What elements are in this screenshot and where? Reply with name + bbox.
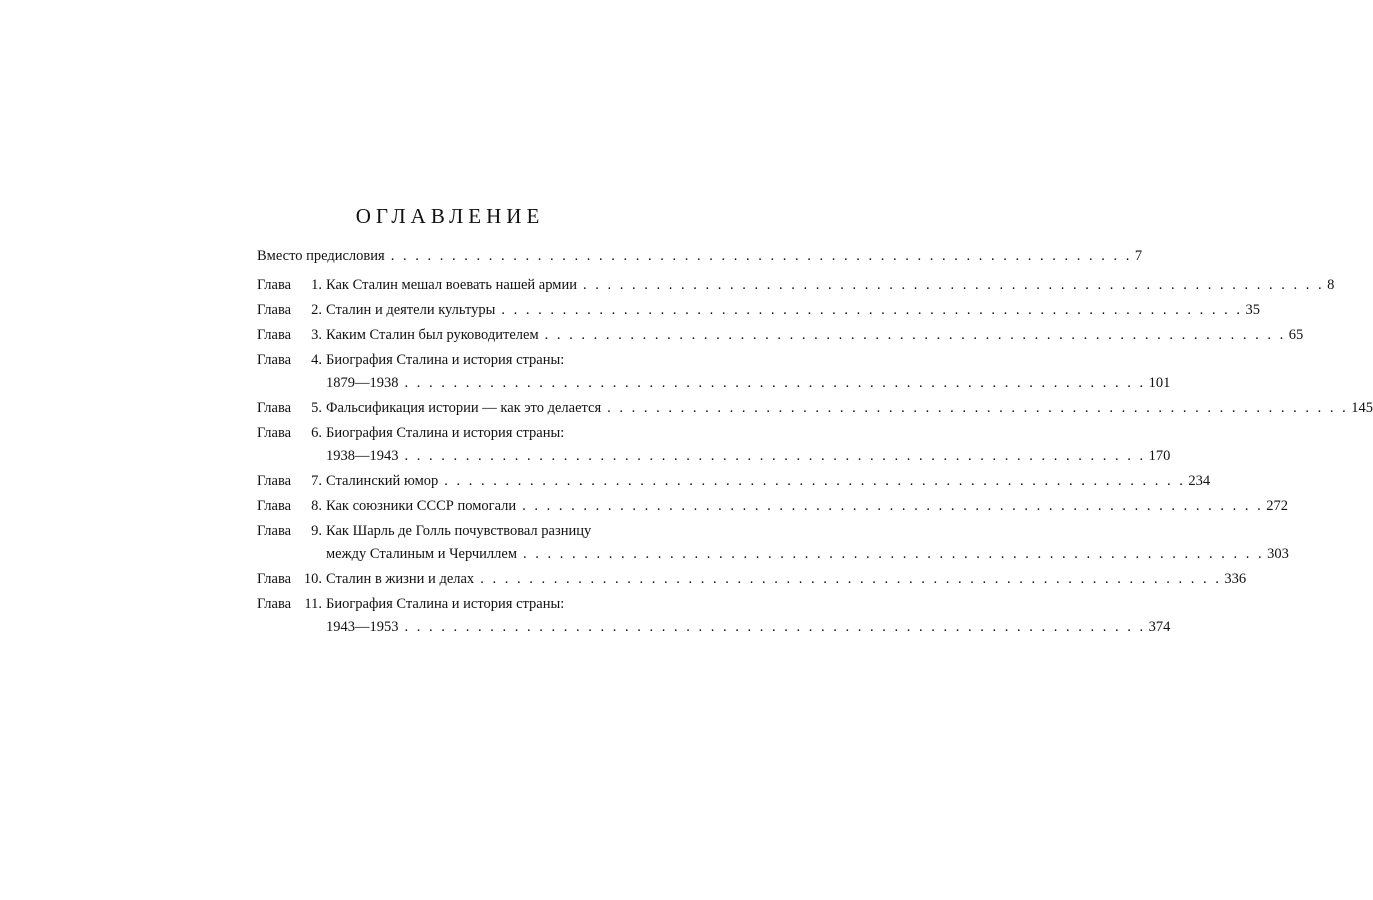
chapter-number: 11.: [304, 596, 322, 612]
entry-line: [326, 349, 654, 372]
toc-entry: [257, 274, 1335, 297]
entry-line: [326, 593, 654, 616]
page-number: 8: [1327, 277, 1335, 293]
entry-line: [326, 495, 1289, 518]
entry-body: [326, 568, 1247, 591]
chapter-prefix: [257, 274, 326, 297]
dot-leader: . . . . . . . . . . . . . . . . . . . . . . . . . . . . . . . . . . . . . . . . . . . . . . . . . . . . . . . . . . . . .: [404, 619, 1146, 635]
entry-line: [326, 568, 1247, 591]
page-number: 170: [1148, 448, 1171, 464]
entry-title: Каким Сталин был руководителем: [326, 327, 539, 343]
entry-line: [326, 299, 1260, 322]
page-number: 303: [1267, 546, 1289, 562]
entry-body: [326, 349, 1171, 395]
toc-title: ОГЛАВЛЕНИЕ: [355, 204, 545, 228]
page-number: 336: [1224, 571, 1247, 587]
entry-title: Как союзники СССР помогали: [326, 498, 517, 514]
entry-line: [326, 543, 1289, 566]
page-number: 65: [1288, 327, 1304, 343]
chapter-prefix: [257, 520, 326, 566]
entry-line: [326, 324, 1304, 347]
chapter-number: 5.: [311, 400, 322, 416]
entry-body: [326, 470, 1211, 493]
entry-body: [326, 593, 1171, 639]
entry-body: [326, 324, 1304, 347]
dot-leader: . . . . . . . . . . . . . . . . . . . . . . . . . . . . . . . . . . . . . . . . . . . . . . . . . . . . . . . . . . . . .: [390, 248, 1132, 264]
dot-leader: . . . . . . . . . . . . . . . . . . . . . . . . . . . . . . . . . . . . . . . . . . . . . . . . . . . . . . . . . . . . .: [480, 571, 1222, 587]
chapter-number: 4.: [311, 352, 322, 368]
chapter-word: Глава: [257, 571, 292, 587]
entry-title: Сталин и деятели культуры: [326, 302, 496, 318]
entry-body: [326, 274, 1335, 297]
entry-line: [257, 245, 1143, 268]
entry-line: [326, 470, 1211, 493]
page-number: 272: [1266, 498, 1289, 514]
chapter-prefix: [257, 593, 326, 639]
dot-leader: . . . . . . . . . . . . . . . . . . . . . . . . . . . . . . . . . . . . . . . . . . . . . . . . . . . . . . . . . . . . .: [404, 375, 1146, 391]
toc-entry: [257, 495, 1289, 518]
dot-leader: . . . . . . . . . . . . . . . . . . . . . . . . . . . . . . . . . . . . . . . . . . . . . . . . . . . . . . . . . . . . .: [523, 546, 1265, 562]
chapter-number: 3.: [311, 327, 322, 343]
entry-title: Фальсификация истории — как это делается: [326, 400, 602, 416]
entry-line: [326, 274, 1335, 297]
chapter-word: Глава: [257, 596, 292, 612]
dot-leader: . . . . . . . . . . . . . . . . . . . . . . . . . . . . . . . . . . . . . . . . . . . . . . . . . . . . . . . . . . . . .: [501, 302, 1243, 318]
chapter-word: Глава: [257, 425, 292, 441]
page-number: 374: [1148, 619, 1171, 635]
page-number: 101: [1148, 375, 1171, 391]
toc-entry: [257, 324, 1304, 347]
entry-body: [326, 299, 1260, 322]
chapter-word: Глава: [257, 473, 292, 489]
toc-entry: [257, 470, 1211, 493]
dot-leader: . . . . . . . . . . . . . . . . . . . . . . . . . . . . . . . . . . . . . . . . . . . . . . . . . . . . . . . . . . . . .: [444, 473, 1186, 489]
chapter-prefix: [257, 422, 326, 468]
entry-title: Вместо предисловия: [257, 248, 385, 264]
entry-line: [326, 445, 1171, 468]
entry-body: [257, 245, 1143, 268]
chapter-prefix: [257, 299, 326, 322]
entry-line: [326, 520, 654, 543]
chapter-number: 6.: [311, 425, 322, 441]
entry-body: [326, 422, 1171, 468]
entry-title: 1943—1953: [326, 619, 399, 635]
page-number: 7: [1134, 248, 1143, 264]
chapter-number: 1.: [311, 277, 322, 293]
chapter-word: Глава: [257, 352, 292, 368]
toc-entry: [257, 349, 1171, 395]
entry-line: [326, 372, 1171, 395]
chapter-word: Глава: [257, 523, 292, 539]
chapter-prefix: [257, 349, 326, 395]
dot-leader: . . . . . . . . . . . . . . . . . . . . . . . . . . . . . . . . . . . . . . . . . . . . . . . . . . . . . . . . . . . . .: [544, 327, 1286, 343]
toc-entry: [257, 593, 1171, 639]
toc-entry: [257, 397, 1373, 420]
chapter-number: 7.: [311, 473, 322, 489]
entry-title: Сталин в жизни и делах: [326, 571, 475, 587]
entry-title: Биография Сталина и история страны:: [326, 352, 565, 368]
toc-entry: [257, 422, 1171, 468]
entry-body: [326, 495, 1289, 518]
entry-title: 1938—1943: [326, 448, 399, 464]
chapter-prefix: [257, 324, 326, 347]
page-number: 234: [1188, 473, 1211, 489]
dot-leader: . . . . . . . . . . . . . . . . . . . . . . . . . . . . . . . . . . . . . . . . . . . . . . . . . . . . . . . . . . . . .: [522, 498, 1264, 514]
chapter-word: Глава: [257, 302, 292, 318]
dot-leader: . . . . . . . . . . . . . . . . . . . . . . . . . . . . . . . . . . . . . . . . . . . . . . . . . . . . . . . . . . . . .: [582, 277, 1325, 293]
chapter-prefix: [257, 495, 326, 518]
page-number: 35: [1245, 302, 1260, 318]
page-number: 145: [1351, 400, 1373, 416]
chapter-prefix: [257, 397, 326, 420]
chapter-number: 2.: [311, 302, 322, 318]
chapter-prefix: [257, 568, 326, 591]
entry-line: [326, 616, 1171, 639]
entry-line: [326, 422, 654, 445]
chapter-word: Глава: [257, 400, 292, 416]
chapter-word: Глава: [257, 277, 292, 293]
entry-body: [326, 397, 1373, 420]
entry-body: [326, 520, 1289, 566]
chapter-number: 8.: [311, 498, 322, 514]
toc-list: [257, 245, 1373, 641]
dot-leader: . . . . . . . . . . . . . . . . . . . . . . . . . . . . . . . . . . . . . . . . . . . . . . . . . . . . . . . . . . . . .: [404, 448, 1146, 464]
entry-title: Биография Сталина и история страны:: [326, 596, 565, 612]
entry-title: Как Сталин мешал воевать нашей армии: [326, 277, 577, 293]
entry-title: Как Шарль де Голль почувствовал разницу: [326, 523, 592, 539]
dot-leader: . . . . . . . . . . . . . . . . . . . . . . . . . . . . . . . . . . . . . . . . . . . . . . . . . . . . . . . . . . . . .: [607, 400, 1349, 416]
chapter-number: 9.: [311, 523, 322, 539]
entry-title: Сталинский юмор: [326, 473, 439, 489]
entry-line: [326, 397, 1373, 420]
chapter-word: Глава: [257, 498, 292, 514]
chapter-word: Глава: [257, 327, 292, 343]
chapter-number: 10.: [303, 571, 322, 587]
toc-entry: [257, 568, 1247, 591]
toc-entry: [257, 520, 1289, 566]
entry-title: между Сталиным и Черчиллем: [326, 546, 518, 562]
entry-title: 1879—1938: [326, 375, 399, 391]
toc-entry: [257, 245, 1143, 268]
entry-title: Биография Сталина и история страны:: [326, 425, 565, 441]
toc-entry: [257, 299, 1260, 322]
chapter-prefix: [257, 470, 326, 493]
